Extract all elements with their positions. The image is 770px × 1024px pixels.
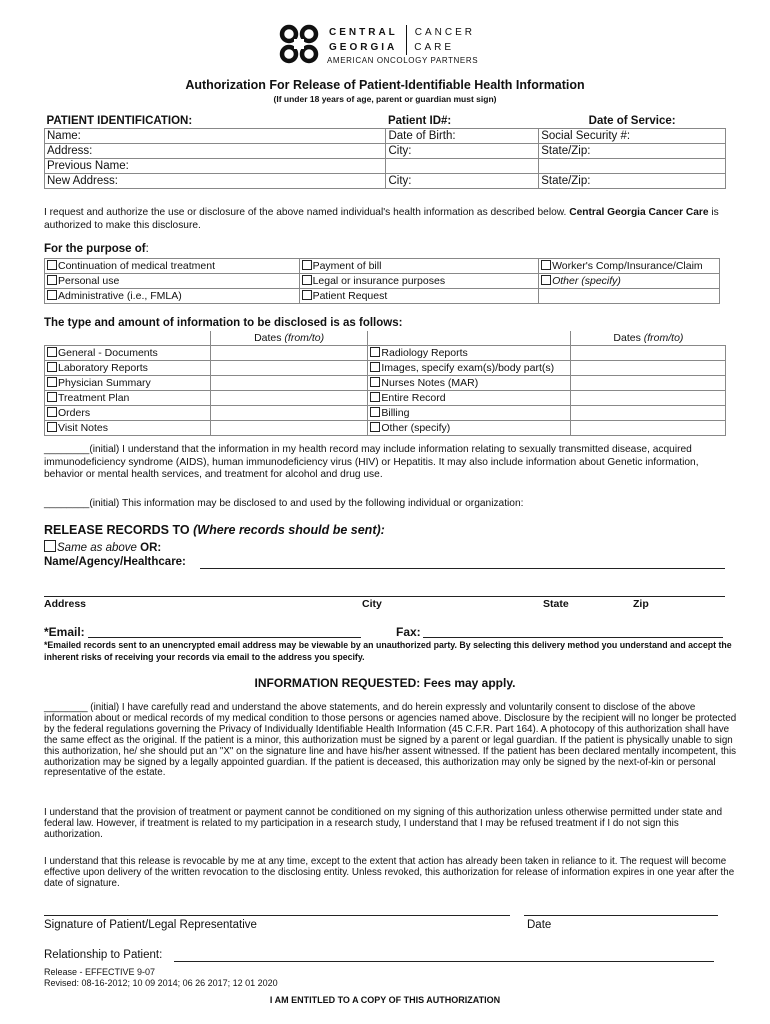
new-state-zip-field[interactable]: State/Zip: — [539, 174, 726, 189]
email-label: *Email: — [44, 625, 85, 639]
form-title: Authorization For Release of Patient-Identifiable Health Information — [185, 78, 585, 92]
logo-tagline: AMERICAN ONCOLOGY PARTNERS — [327, 56, 479, 65]
dates-header-left: Dates (from/to) — [210, 331, 368, 346]
name-field[interactable]: Name: — [45, 129, 386, 144]
request-statement: I request and authorize the use or disclosure of the above named individual's health information as described below. Central Georgia Cancer Care is authorized to make this disclosure. — [44, 207, 719, 231]
table-row — [45, 406, 726, 421]
form-subtitle: (If under 18 years of age, parent or guardian must sign) — [273, 94, 497, 104]
dates-input[interactable] — [210, 406, 368, 421]
date-input[interactable] — [524, 915, 718, 916]
checkbox[interactable] — [44, 540, 56, 552]
disclosure-table — [44, 331, 726, 436]
logo-word-cancer: CANCER — [414, 27, 476, 38]
dates-input[interactable] — [210, 376, 368, 391]
checkbox[interactable] — [47, 275, 57, 285]
disclosure-general-documents[interactable]: General - Documents — [45, 346, 211, 361]
logo-word-central: CENTRAL — [329, 27, 398, 38]
checkbox[interactable] — [47, 290, 57, 300]
signature-input[interactable] — [44, 915, 510, 916]
checkbox[interactable] — [47, 422, 57, 432]
name-agency-label: Name/Agency/Healthcare: — [44, 556, 186, 568]
dates-input[interactable] — [210, 346, 368, 361]
disclosure-radiology-reports[interactable]: Radiology Reports — [368, 346, 571, 361]
disclosure-treatment-plan[interactable]: Treatment Plan — [45, 391, 211, 406]
disclosure-other[interactable]: Other (specify) — [368, 421, 571, 436]
checkbox[interactable] — [302, 290, 312, 300]
table-row — [45, 421, 726, 436]
consent-paragraph: ________ (initial) I have carefully read and understand the above statements, and do herein expressly and voluntarily consent to disclose of the above information about or medical records of my medical condition to those persons or agencies named above. Disclosure by the recipient will no longer be protected by the federal regulations governing the Privacy of Individually Identifiable Health Information (45 C.F.R. Part 164). A photocopy of this authorization shall have the same effect as the original. If the patient is a minor, this authorization must be signed by a parent or legal guardian. If the patient is physically unable to sign this authorization, he/ she should put an "X" on the signature line and have his/her assent witnessed. If the patient has been declared mentally incompetent, this authorization may be signed by a legally appointed guardian. If the patient is deceased, this authorization may only be signed by the next-of-kin or personal representative of the estate. — [44, 702, 737, 779]
date-label: Date — [527, 919, 552, 931]
patient-identification-table — [44, 114, 726, 189]
address-label: Address — [44, 598, 87, 610]
checkbox[interactable] — [302, 260, 312, 270]
same-as-above-option[interactable]: Same as above OR: — [44, 540, 161, 554]
checkbox[interactable] — [370, 392, 380, 402]
table-row — [45, 346, 726, 361]
fax-input[interactable] — [423, 637, 723, 638]
dates-input[interactable] — [571, 376, 726, 391]
purpose-patient-request[interactable]: Patient Request — [299, 289, 539, 304]
dates-input[interactable] — [571, 406, 726, 421]
disclosure-images[interactable]: Images, specify exam(s)/body part(s) — [368, 361, 571, 376]
empty-cell — [539, 289, 720, 304]
disclosure-entire-record[interactable]: Entire Record — [368, 391, 571, 406]
dates-header-right: Dates (from/to) — [571, 331, 726, 346]
purpose-personal-use[interactable]: Personal use — [45, 274, 300, 289]
checkbox[interactable] — [47, 377, 57, 387]
disclosure-billing[interactable]: Billing — [368, 406, 571, 421]
dates-input[interactable] — [210, 361, 368, 376]
address-input[interactable] — [44, 596, 725, 597]
table-row — [45, 129, 726, 144]
organization-logo — [277, 22, 507, 72]
disclosure-physician-summary[interactable]: Physician Summary — [45, 376, 211, 391]
purpose-legal[interactable]: Legal or insurance purposes — [299, 274, 539, 289]
table-row — [45, 376, 726, 391]
disclosure-orders[interactable]: Orders — [45, 406, 211, 421]
patient-identification-header: PATIENT IDENTIFICATION: — [45, 114, 386, 129]
email-input[interactable] — [88, 637, 361, 638]
date-of-birth-field[interactable]: Date of Birth: — [386, 129, 539, 144]
relationship-label: Relationship to Patient: — [44, 949, 163, 961]
checkbox[interactable] — [47, 362, 57, 372]
table-row — [45, 259, 720, 274]
previous-name-field[interactable]: Previous Name: — [45, 159, 386, 174]
disclosure-nurses-notes[interactable]: Nurses Notes (MAR) — [368, 376, 571, 391]
city-field[interactable]: City: — [386, 144, 539, 159]
signature-label: Signature of Patient/Legal Representative — [44, 919, 257, 931]
checkbox[interactable] — [47, 260, 57, 270]
purpose-heading: For the purpose of: — [44, 243, 149, 255]
table-row — [45, 289, 720, 304]
city-label: City — [362, 598, 382, 610]
relationship-input[interactable] — [174, 961, 714, 962]
initial-disclosure-statement: ________(initial) This information may be disclosed to and used by the following individual or organization: — [44, 498, 524, 509]
state-label: State — [543, 598, 569, 610]
table-row — [45, 174, 726, 189]
patient-id-field[interactable]: Patient ID#: — [386, 114, 539, 129]
dates-input[interactable] — [571, 391, 726, 406]
disclosure-laboratory-reports[interactable]: Laboratory Reports — [45, 361, 211, 376]
treatment-condition-paragraph: I understand that the provision of treatment or payment cannot be conditioned on my signing of this authorization unless otherwise permitted under state and federal law. However, if treatment is related to my participation in a research study, I understand that I may be refused treatment if I do not sign this authorization. — [44, 807, 723, 840]
name-agency-input[interactable] — [200, 568, 725, 569]
dates-input[interactable] — [571, 421, 726, 436]
table-row — [45, 331, 726, 346]
information-requested-heading: INFORMATION REQUESTED: Fees may apply. — [254, 676, 516, 690]
logo-word-care: CARE — [414, 42, 455, 53]
disclosure-visit-notes[interactable]: Visit Notes — [45, 421, 211, 436]
dates-input[interactable] — [571, 346, 726, 361]
table-row — [45, 114, 726, 129]
logo-word-georgia: GEORGIA — [329, 42, 398, 53]
email-disclaimer: *Emailed records sent to an unencrypted email address may be viewable by an unauthorized party. By selecting this delivery method you understand and accept the inherent risks of receiving your records via email to the address you specify. — [44, 640, 732, 662]
date-of-service-field[interactable]: Date of Service: — [539, 114, 726, 129]
dates-input[interactable] — [210, 391, 368, 406]
logo-mark-icon — [277, 22, 321, 66]
purpose-table — [44, 258, 720, 304]
table-row — [45, 144, 726, 159]
table-row — [45, 361, 726, 376]
purpose-continuation[interactable]: Continuation of medical treatment — [45, 259, 300, 274]
revocation-paragraph: I understand that this release is revocable by me at any time, except to the extent that action has already been taken in reliance to it. The request will become effective upon delivery of the written revocation to the disclosing entity. Unless revoked, this authorization for release of information expires in one year after the date of signature. — [44, 856, 735, 889]
table-row — [45, 391, 726, 406]
checkbox[interactable] — [47, 392, 57, 402]
empty-cell — [539, 159, 726, 174]
checkbox[interactable] — [302, 275, 312, 285]
purpose-administrative[interactable]: Administrative (i.e., FMLA) — [45, 289, 300, 304]
checkbox[interactable] — [370, 362, 380, 372]
checkbox[interactable] — [47, 347, 57, 357]
purpose-workers-comp[interactable]: Worker's Comp/Insurance/Claim — [539, 259, 720, 274]
checkbox[interactable] — [370, 347, 380, 357]
checkbox[interactable] — [541, 260, 551, 270]
checkbox[interactable] — [370, 377, 380, 387]
checkbox[interactable] — [370, 407, 380, 417]
empty-cell — [386, 159, 539, 174]
social-security-field[interactable]: Social Security #: — [539, 129, 726, 144]
address-field[interactable]: Address: — [45, 144, 386, 159]
state-zip-field[interactable]: State/Zip: — [539, 144, 726, 159]
purpose-payment[interactable]: Payment of bill — [299, 259, 539, 274]
purpose-other[interactable]: Other (specify) — [539, 274, 720, 289]
new-city-field[interactable]: City: — [386, 174, 539, 189]
footer-effective: Release - EFFECTIVE 9-07 — [44, 967, 156, 977]
dates-input[interactable] — [210, 421, 368, 436]
checkbox[interactable] — [370, 422, 380, 432]
zip-label: Zip — [633, 598, 649, 610]
footer-copy-entitlement: I AM ENTITLED TO A COPY OF THIS AUTHORIZATION — [269, 995, 501, 1005]
table-row — [45, 274, 720, 289]
fax-label: Fax: — [396, 625, 421, 639]
initial-sensitive-info-statement: ________(initial) I understand that the information in my health record may include information relating to sexually transmitted disease, acquired immunodeficiency syndrome (AIDS), human immunodeficiency virus (HIV) or Hepatitis. It may also include information about Genetic information, behavior or mental health services, and treatment for alcohol and drug use. — [44, 444, 699, 480]
organization-name: Central Georgia Cancer Care — [569, 207, 709, 218]
disclosure-heading: The type and amount of information to be disclosed is as follows: — [44, 317, 403, 329]
table-row — [45, 159, 726, 174]
release-heading: RELEASE RECORDS TO (Where records should be sent): — [44, 523, 385, 537]
checkbox[interactable] — [541, 275, 551, 285]
new-address-field[interactable]: New Address: — [45, 174, 386, 189]
checkbox[interactable] — [47, 407, 57, 417]
footer-revised: Revised: 08-16-2012; 10 09 2014; 06 26 2017; 12 01 2020 — [44, 978, 278, 988]
dates-input[interactable] — [571, 361, 726, 376]
